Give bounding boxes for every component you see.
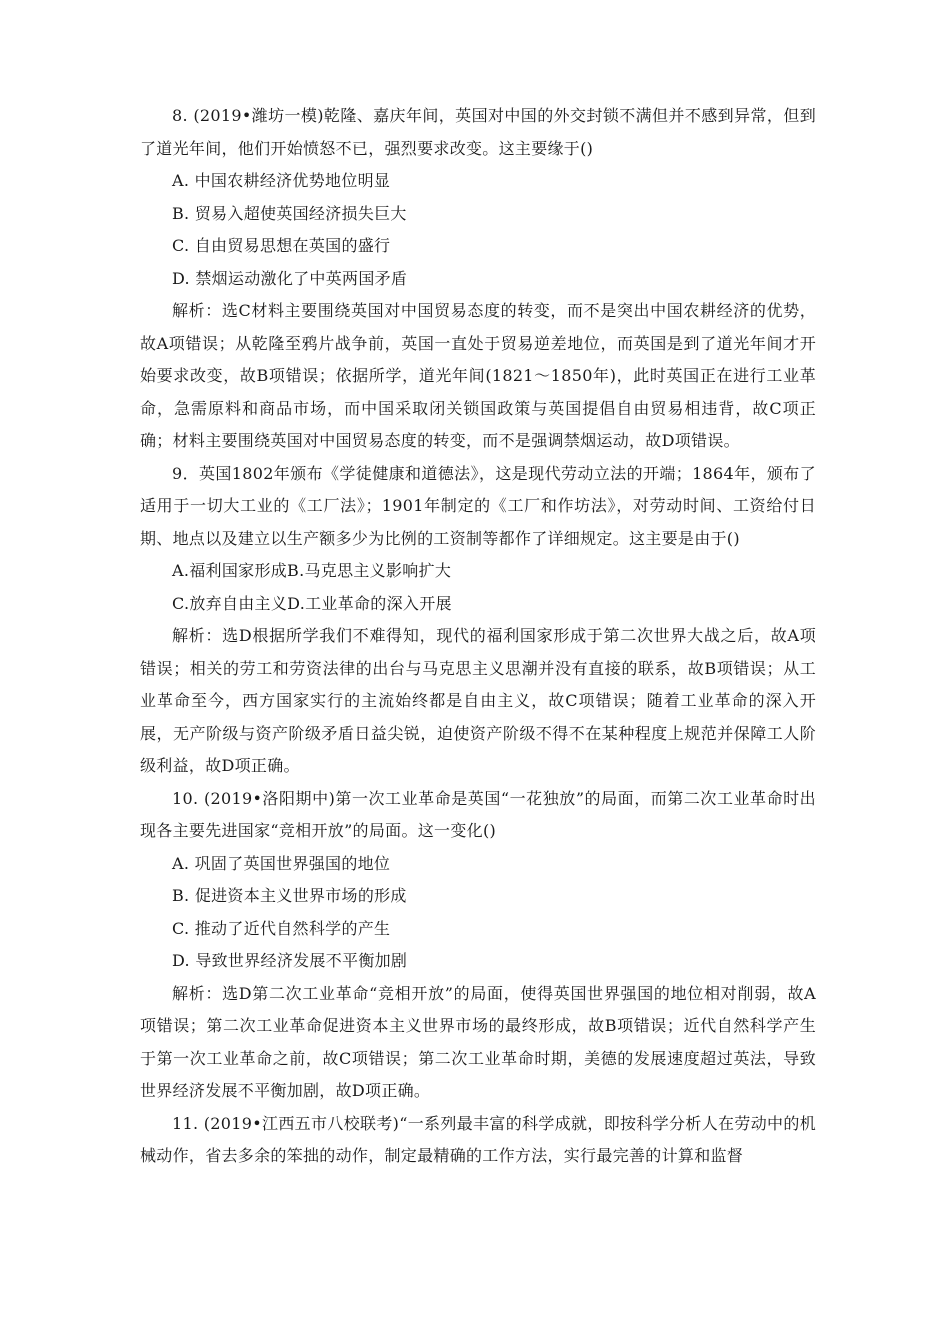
question-8-stem: 8. (2019•潍坊一模)乾隆、嘉庆年间，英国对中国的外交封锁不满但并不感到异常，但到了道光年间，他们开始愤怒不已，强烈要求改变。这主要缘于() [140,106,816,158]
question-9-analysis: 解析：选D根据所学我们不难得知，现代的福利国家形成于第二次世界大战之后，故A项错误；相关的劳工和劳资法律的出台与马克思主义思潮并没有直接的联系，故B项错误；从工业革命至今，西方国家实行的主流始终都是自由主义，故C项错误；随着工业革命的深入开展，无产阶级与资产阶级矛盾日益尖锐，迫使资产阶级不得不在某种程度上规范并保障工人阶级利益，故D项正确。 [140,626,816,775]
question-8-option-b: B. 贸易入超使英国经济损失巨大 [172,203,407,223]
question-10-analysis: 解析：选D第二次工业革命“竞相开放”的局面，使得英国世界强国的地位相对削弱，故A项错误；第二次工业革命促进资本主义世界市场的最终形成，故B项错误；近代自然科学产生于第一次工业革命之前，故C项错误；第二次工业革命时期，美德的发展速度超过英法，导致世界经济发展不平衡加剧，故D项正确。 [140,983,816,1100]
question-10-stem: 10. (2019•洛阳期中)第一次工业革命是英国“一花独放”的局面，而第二次工业革命时出现各主要先进国家“竞相开放”的局面。这一变化() [140,788,816,840]
question-9-stem: 9．英国1802年颁布《学徒健康和道德法》，这是现代劳动立法的开端；1864年，颁布了适用于一切大工业的《工厂法》；1901年制定的《工厂和作坊法》，对劳动时间、工资给付日期、地点以及建立以生产额多少为比例的工资制等都作了详细规定。这主要是由于() [140,463,816,548]
question-11-stem: 11. (2019•江西五市八校联考)“一系列最丰富的科学成就，即按科学分析人在劳动中的机械动作，省去多余的笨拙的动作，制定最精确的工作方法，实行最完善的计算和监督 [140,1113,816,1165]
question-10-option-c: C. 推动了近代自然科学的产生 [172,918,391,938]
question-9-options-cd: C.放弃自由主义D.工业革命的深入开展 [172,593,452,613]
question-10-option-a: A. 巩固了英国世界强国的地位 [172,853,391,873]
question-8-option-c: C. 自由贸易思想在英国的盛行 [172,236,391,255]
question-8-option-a: A. 中国农耕经济优势地位明显 [172,171,391,190]
question-8-analysis: 解析：选C材料主要围绕英国对中国贸易态度的转变，而不是突出中国农耕经济的优势，故A项错误；从乾隆至鸦片战争前，英国一直处于贸易逆差地位，而英国是到了道光年间才开始要求改变，故B项错误；依据所学，道光年间(1821～1850年)，此时英国正在进行工业革命，急需原料和商品市场，而中国采取闭关锁国政策与英国提倡自由贸易相违背，故C项正确；材料主要围绕英国对中国贸易态度的转变，而不是强调禁烟运动，故D项错误。 [140,301,816,450]
question-10-option-d: D. 导致世界经济发展不平衡加剧 [172,951,408,970]
document-page [140,100,816,1173]
question-10-option-b: B. 促进资本主义世界市场的形成 [172,886,407,905]
question-9-options-ab: A.福利国家形成B.马克思主义影响扩大 [172,561,452,580]
question-8-option-d: D. 禁烟运动激化了中英两国矛盾 [172,268,408,288]
